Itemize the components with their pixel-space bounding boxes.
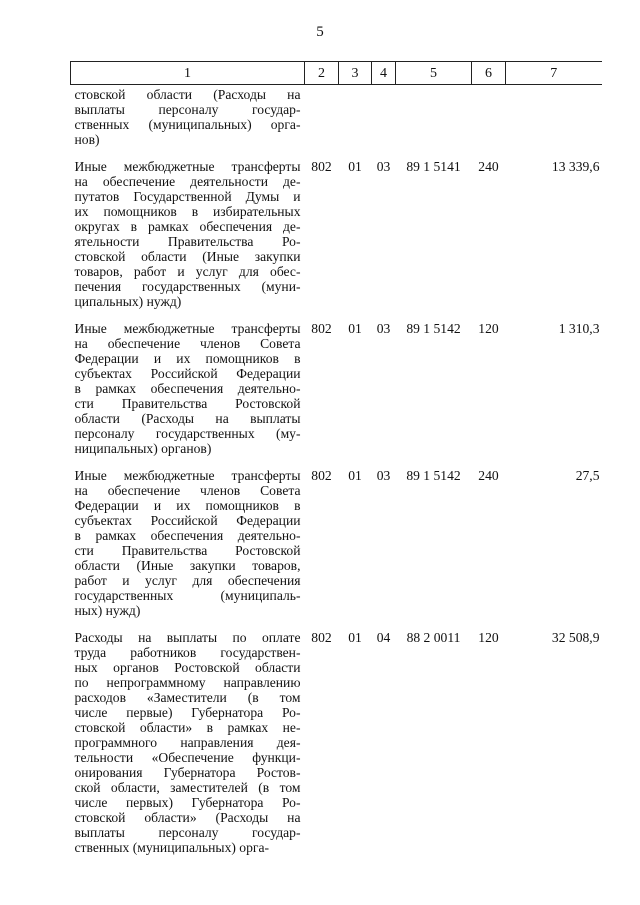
header-col-4: 4 bbox=[372, 62, 396, 85]
budget-table bbox=[70, 61, 602, 867]
expense-description bbox=[71, 159, 305, 321]
subsection-code bbox=[372, 85, 396, 160]
amount-value: 1 310,3 bbox=[558, 321, 600, 336]
description-line: Федерации и их помощников в bbox=[74, 498, 301, 513]
section-code: 01 bbox=[348, 630, 362, 645]
description-line: субъектах Российской Федерации bbox=[74, 513, 301, 528]
expense-type-code: 120 bbox=[478, 321, 499, 336]
description-line: стовской области» (Расходы на bbox=[74, 810, 301, 825]
description-line: ятельности Правительства Ро- bbox=[74, 234, 301, 249]
header-col-1: 1 bbox=[71, 62, 305, 85]
description-line: тельности «Обеспечение функци- bbox=[74, 750, 301, 765]
table-row bbox=[71, 85, 602, 160]
grbs-code: 802 bbox=[311, 159, 332, 174]
description-line: Расходы на выплаты по оплате bbox=[74, 630, 301, 645]
description-line: стовской области (Иные закупки bbox=[74, 249, 301, 264]
section-code: 01 bbox=[348, 321, 362, 336]
subsection-code: 04 bbox=[376, 630, 391, 645]
description-line: округах в рамках обеспечения де- bbox=[74, 219, 301, 234]
description-line: труда работников государствен- bbox=[74, 645, 301, 660]
expense-type-code: 120 bbox=[478, 630, 499, 645]
description-line: ных органов Ростовской области bbox=[74, 660, 301, 675]
description-line: товаров, работ и услуг для обес- bbox=[74, 264, 301, 279]
table-row bbox=[71, 321, 602, 468]
description-line: в рамках обеспечения деятельно- bbox=[74, 528, 301, 543]
description-line: Иные межбюджетные трансферты bbox=[74, 468, 301, 483]
header-col-6: 6 bbox=[472, 62, 506, 85]
section-code: 01 bbox=[348, 468, 362, 483]
description-line: Федерации и их помощников в bbox=[74, 351, 301, 366]
subsection-code: 03 bbox=[376, 321, 391, 336]
table-row bbox=[71, 159, 602, 321]
description-line: числе первых) Губернатора Ро- bbox=[74, 795, 301, 810]
description-line: нов) bbox=[74, 132, 100, 147]
description-line: работ и услуг для обеспечения bbox=[74, 573, 301, 588]
grbs-code bbox=[305, 85, 339, 160]
expense-description bbox=[71, 468, 305, 630]
description-line: сти Правительства Ростовской bbox=[74, 396, 301, 411]
expense-type-code bbox=[472, 85, 506, 160]
expense-description bbox=[71, 630, 305, 867]
header-col-2: 2 bbox=[305, 62, 339, 85]
description-line: области (Расходы на выплаты bbox=[74, 411, 301, 426]
table-row bbox=[71, 630, 602, 867]
description-line: сти Правительства Ростовской bbox=[74, 543, 301, 558]
grbs-code: 802 bbox=[311, 630, 332, 645]
grbs-code: 802 bbox=[311, 321, 332, 336]
subsection-code: 03 bbox=[376, 468, 391, 483]
target-article-code: 89 1 5141 bbox=[406, 159, 461, 174]
description-line: на обеспечение членов Совета bbox=[74, 483, 301, 498]
description-line: государственных (муниципаль- bbox=[74, 588, 301, 603]
header-col-7: 7 bbox=[506, 62, 602, 85]
description-line: ской области, заместителей (в том bbox=[74, 780, 301, 795]
description-line: на обеспечение деятельности де- bbox=[74, 174, 301, 189]
amount-value: 13 339,6 bbox=[551, 159, 600, 174]
description-line: печения государственных (муни- bbox=[74, 279, 301, 294]
header-col-5: 5 bbox=[396, 62, 472, 85]
expense-description bbox=[71, 85, 305, 160]
description-line: Иные межбюджетные трансферты bbox=[74, 321, 301, 336]
expense-type-code: 240 bbox=[478, 159, 499, 174]
expense-type-code: 240 bbox=[478, 468, 499, 483]
description-line: субъектах Российской Федерации bbox=[74, 366, 301, 381]
description-line: их помощников в избирательных bbox=[74, 204, 301, 219]
description-line: стовской области» в рамках не- bbox=[74, 720, 301, 735]
target-article-code: 89 1 5142 bbox=[406, 321, 461, 336]
section-code bbox=[339, 85, 372, 160]
target-article-code: 89 1 5142 bbox=[406, 468, 461, 483]
description-line: онирования Губернатора Ростов- bbox=[74, 765, 301, 780]
amount-value: 27,5 bbox=[575, 468, 600, 483]
description-line: стовской области (Расходы на bbox=[74, 87, 301, 102]
description-line: персоналу государственных (му- bbox=[74, 426, 301, 441]
target-article-code bbox=[396, 85, 472, 160]
description-line: путатов Государственной Думы и bbox=[74, 189, 301, 204]
grbs-code: 802 bbox=[311, 468, 332, 483]
target-article-code: 88 2 0011 bbox=[406, 630, 461, 645]
description-line: ниципальных) органов) bbox=[74, 441, 212, 456]
expense-description bbox=[71, 321, 305, 468]
subsection-code: 03 bbox=[376, 159, 391, 174]
description-line: выплаты персоналу государ- bbox=[74, 825, 301, 840]
description-line: на обеспечение членов Совета bbox=[74, 336, 301, 351]
description-line: выплаты персоналу государ- bbox=[74, 102, 301, 117]
section-code: 01 bbox=[348, 159, 362, 174]
description-line: Иные межбюджетные трансферты bbox=[74, 159, 301, 174]
description-line: области (Иные закупки товаров, bbox=[74, 558, 301, 573]
description-line: в рамках обеспечения деятельно- bbox=[74, 381, 301, 396]
amount-value bbox=[506, 85, 602, 160]
description-line: расходов «Заместители (в том bbox=[74, 690, 301, 705]
description-line: программного направления дея- bbox=[74, 735, 301, 750]
amount-value: 32 508,9 bbox=[551, 630, 600, 645]
table-row bbox=[71, 468, 602, 630]
page-number: 5 bbox=[316, 24, 324, 40]
header-col-3: 3 bbox=[339, 62, 372, 85]
description-line: по непрограммному направлению bbox=[74, 675, 301, 690]
header-row bbox=[71, 62, 602, 85]
description-line: ных) нужд) bbox=[74, 603, 141, 618]
description-line: числе первые) Губернатора Ро- bbox=[74, 705, 301, 720]
description-line: ципальных) нужд) bbox=[74, 294, 182, 309]
description-line: ственных (муниципальных) орга- bbox=[74, 117, 301, 132]
description-line: ственных (муниципальных) орга- bbox=[74, 840, 270, 855]
